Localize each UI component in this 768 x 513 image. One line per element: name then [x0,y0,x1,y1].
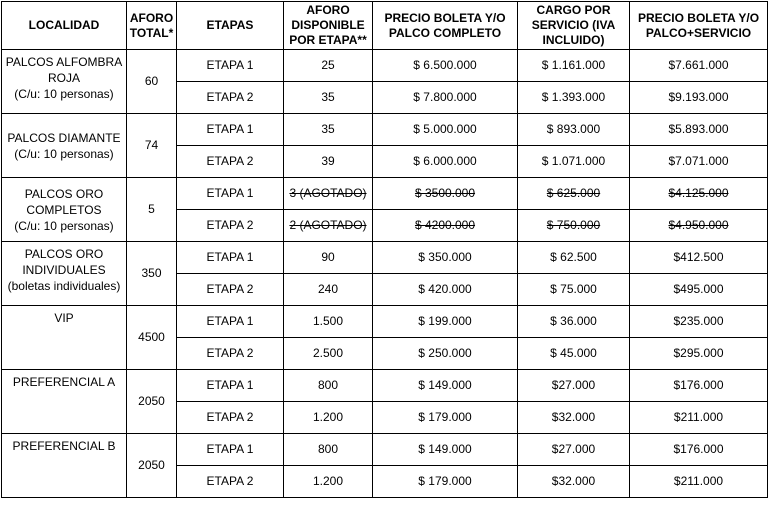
cell-precio: $ 179.000 [373,466,518,498]
cell-aforo: 35 [284,82,373,114]
table-row [2,50,768,82]
cell-etapa: ETAPA 1 [177,370,284,402]
cell-etapa: ETAPA 2 [177,210,284,242]
cell-aforo: 35 [284,114,373,146]
cell-aforo: 1.200 [284,466,373,498]
cell-localidad [2,242,127,306]
localidad-line: PALCOS ORO [24,186,104,201]
cell-precio: $ 179.000 [373,402,518,434]
cell-total: $4.950.000 [630,210,768,242]
table-row [2,114,768,146]
localidad-line: VIP [54,311,74,325]
cell-precio: $ 149.000 [373,370,518,402]
localidad-line: INDIVIDUALES [22,263,106,277]
localidad-line: ROJA [47,71,80,85]
cell-total: $176.000 [630,370,768,402]
table-row [2,178,768,210]
cell-cargo: $27.000 [518,434,630,466]
cell-precio: $ 199.000 [373,306,518,338]
table-row [2,434,768,466]
cell-cargo: $ 75.000 [518,274,630,306]
localidad-line: PREFERENCIAL A [12,375,116,389]
cell-precio: $ 6.000.000 [373,146,518,178]
header-precio-total: PRECIO BOLETA Y/O PALCO+SERVICIO [630,2,768,50]
cell-aforo: 800 [284,434,373,466]
cell-total: $412.500 [630,242,768,274]
cell-cargo: $32.000 [518,402,630,434]
cell-total: $176.000 [630,434,768,466]
cell-etapa: ETAPA 1 [177,50,284,82]
cell-total: $9.193.000 [630,82,768,114]
table-body [2,50,768,498]
cell-total: $7.071.000 [630,146,768,178]
cell-cargo: $ 750.000 [518,210,630,242]
cell-localidad [2,50,127,114]
table-header-row [2,2,768,50]
cell-aforo-total: 2050 [127,370,177,434]
cell-aforo-total: 4500 [127,306,177,370]
cell-total: $4.125.000 [630,178,768,210]
table-row [2,306,768,338]
localidad-line: PALCOS ORO [24,247,104,261]
cell-precio: $ 5.000.000 [373,114,518,146]
cell-cargo: $ 1.161.000 [518,50,630,82]
cell-cargo: $ 36.000 [518,306,630,338]
cell-aforo: 800 [284,370,373,402]
cell-aforo: 3 (AGOTADO) [284,178,373,210]
cell-etapa: ETAPA 1 [177,306,284,338]
cell-aforo: 1.200 [284,402,373,434]
table-row [2,242,768,274]
localidad-line: PREFERENCIAL B [12,439,116,453]
cell-etapa: ETAPA 1 [177,434,284,466]
cell-etapa: ETAPA 1 [177,114,284,146]
cell-aforo-total: 60 [127,50,177,114]
localidad-line: (boletas individuales) [7,279,121,293]
cell-precio: $ 4200.000 [373,210,518,242]
header-precio: PRECIO BOLETA Y/O PALCO COMPLETO [373,2,518,50]
cell-etapa: ETAPA 2 [177,402,284,434]
cell-etapa: ETAPA 2 [177,466,284,498]
cell-aforo: 90 [284,242,373,274]
cell-etapa: ETAPA 2 [177,338,284,370]
cell-cargo: $ 45.000 [518,338,630,370]
cell-localidad [2,434,127,498]
cell-cargo: $32.000 [518,466,630,498]
cell-cargo: $27.000 [518,370,630,402]
cell-cargo: $ 1.071.000 [518,146,630,178]
header-aforo-total: AFORO TOTAL* [127,2,177,50]
localidad-line: COMPLETOS [26,202,102,217]
header-cargo: CARGO POR SERVICIO (IVA INCLUIDO) [518,2,630,50]
cell-cargo: $ 1.393.000 [518,82,630,114]
cell-precio: $ 149.000 [373,434,518,466]
localidad-line: PALCOS ALFOMBRA [5,55,123,69]
header-localidad: LOCALIDAD [2,2,127,50]
cell-total: $211.000 [630,466,768,498]
cell-aforo: 2 (AGOTADO) [284,210,373,242]
cell-aforo: 240 [284,274,373,306]
header-aforo-disponible: AFORO DISPONIBLE POR ETAPA** [284,2,373,50]
localidad-line: (C/u: 10 personas) [14,218,114,233]
cell-precio: $ 350.000 [373,242,518,274]
cell-localidad [2,178,127,242]
pricing-table [1,1,768,498]
cell-localidad [2,114,127,178]
cell-aforo: 39 [284,146,373,178]
cell-total: $235.000 [630,306,768,338]
cell-etapa: ETAPA 2 [177,82,284,114]
cell-aforo-total: 5 [127,178,177,242]
cell-etapa: ETAPA 1 [177,242,284,274]
table-row [2,370,768,402]
cell-aforo-total: 2050 [127,434,177,498]
cell-aforo: 2.500 [284,338,373,370]
cell-precio: $ 3500.000 [373,178,518,210]
cell-localidad [2,370,127,434]
cell-total: $5.893.000 [630,114,768,146]
cell-aforo-total: 74 [127,114,177,178]
cell-localidad [2,306,127,370]
header-etapas: ETAPAS [177,2,284,50]
localidad-line: (C/u: 10 personas) [14,87,114,101]
cell-cargo: $ 62.500 [518,242,630,274]
cell-total: $495.000 [630,274,768,306]
cell-precio: $ 7.800.000 [373,82,518,114]
cell-cargo: $ 625.000 [518,178,630,210]
cell-total: $295.000 [630,338,768,370]
localidad-line: PALCOS DIAMANTE [7,130,121,145]
cell-precio: $ 420.000 [373,274,518,306]
cell-etapa: ETAPA 1 [177,178,284,210]
cell-precio: $ 6.500.000 [373,50,518,82]
cell-total: $211.000 [630,402,768,434]
localidad-line: (C/u: 10 personas) [14,146,114,161]
cell-etapa: ETAPA 2 [177,274,284,306]
cell-aforo-total: 350 [127,242,177,306]
cell-etapa: ETAPA 2 [177,146,284,178]
cell-precio: $ 250.000 [373,338,518,370]
cell-total: $7.661.000 [630,50,768,82]
cell-cargo: $ 893.000 [518,114,630,146]
cell-aforo: 25 [284,50,373,82]
cell-aforo: 1.500 [284,306,373,338]
